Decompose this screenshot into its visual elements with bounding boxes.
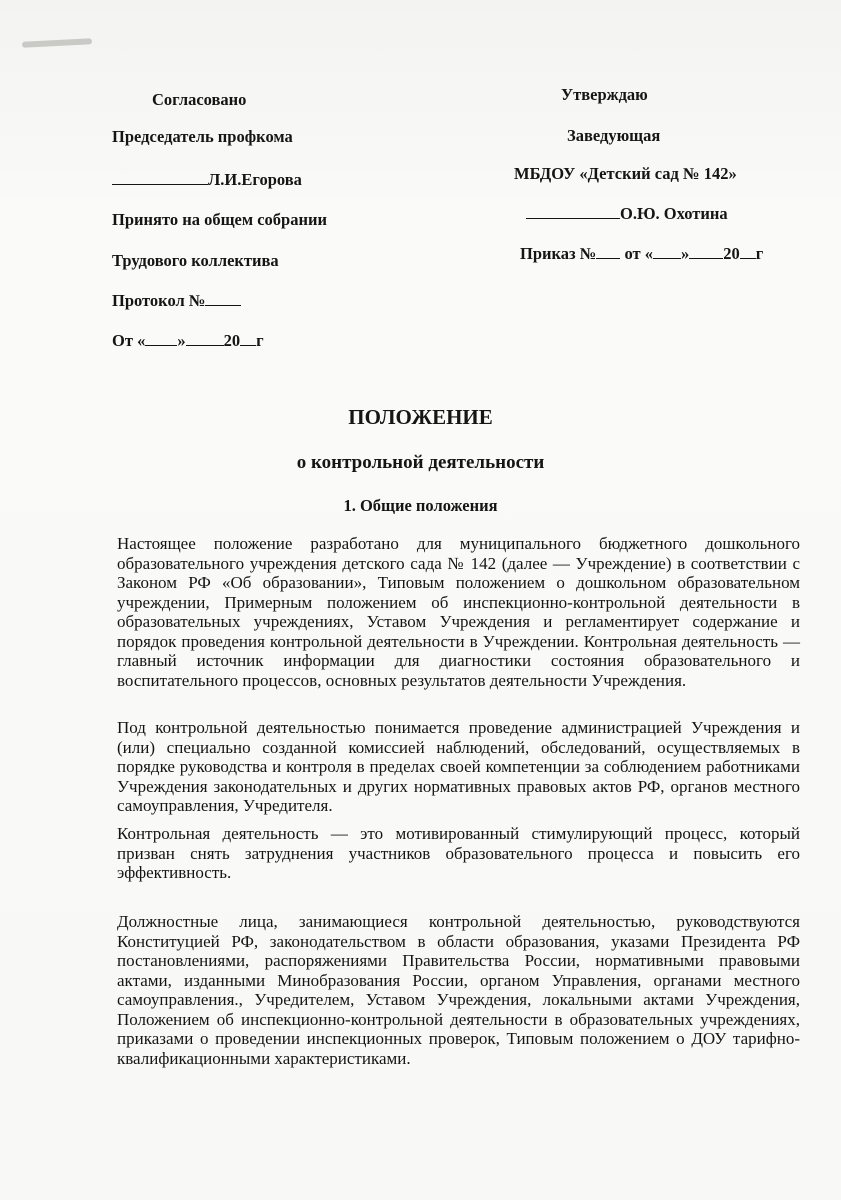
paragraph: Должностные лица, занимающиеся контрольной деятельностью, руководствуются Конституцией РФ, законодательством в области образования, указами Президента РФ постановлениями, распоряжениями Правительства России, нормативными правовыми актами, изданными Минобразования России, органом Управления, органами местного самоуправления., Учредителем, Уставом Учреждения, локальными актами Учреждения, Положением об инспекционно-контрольной деятельности в образовательных учреждениях, приказами о проведении инспекционных проверок, Типовым положением о ДОУ тарифно-квалификационными характеристиками. bbox=[117, 912, 800, 1068]
month-blank bbox=[689, 244, 723, 259]
head-signature-line bbox=[526, 204, 728, 224]
date-year: 20 bbox=[223, 331, 241, 350]
year-blank bbox=[240, 331, 256, 346]
order-number-blank bbox=[596, 244, 620, 259]
protocol-line bbox=[112, 291, 241, 311]
protocol-blank bbox=[205, 291, 241, 306]
chairman-title: Председатель профкома bbox=[112, 127, 293, 146]
order-prefix: Приказ № bbox=[520, 244, 597, 263]
month-blank bbox=[186, 331, 224, 346]
paragraph: Настоящее положение разработано для муниципального бюджетного дошкольного образовательного учреждения детского сада № 142 (далее — Учреждение) в соответствии с Законом РФ «Об образовании», Типовым положением о дошкольном образовательном учреждении, Примерным положением об инспекционно-контрольной деятельности в образовательных учреждениях, Уставом Учреждения и регламентирует содержание и порядок проведения контрольной деятельности в Учреждении. Контрольная деятельность — главный источник информации для диагностики состояния образовательного и воспитательного процессов, основных результатов деятельности Учреждения. bbox=[117, 534, 800, 690]
organization-name: МБДОУ «Детский сад № 142» bbox=[514, 164, 737, 183]
approve-label: Утверждаю bbox=[561, 85, 648, 104]
document-subtitle: о контрольной деятельности bbox=[296, 452, 545, 473]
agreed-label: Согласовано bbox=[152, 90, 247, 109]
chairman-name: Л.И.Егорова bbox=[208, 170, 302, 189]
section-heading: 1. Общие положения bbox=[343, 496, 498, 515]
date-mid: » bbox=[177, 331, 186, 350]
order-mid: » bbox=[681, 244, 690, 263]
head-title: Заведующая bbox=[567, 126, 661, 145]
date-suffix: г bbox=[256, 331, 264, 350]
protocol-date-line bbox=[112, 331, 264, 351]
day-blank bbox=[145, 331, 177, 346]
order-line bbox=[520, 244, 763, 264]
protocol-label: Протокол № bbox=[112, 291, 206, 310]
year-blank bbox=[740, 244, 756, 259]
collective-line: Трудового коллектива bbox=[112, 251, 279, 270]
date-prefix: От « bbox=[112, 331, 146, 350]
paragraph: Контрольная деятельность — это мотивированный стимулирующий процесс, который призван снять затруднения участников образовательного процесса и повысить его эффективность. bbox=[117, 824, 800, 882]
head-name: О.Ю. Охотина bbox=[620, 204, 728, 223]
order-suffix: г bbox=[755, 244, 764, 263]
chairman-signature-line bbox=[112, 170, 302, 190]
scan-smudge bbox=[22, 38, 92, 48]
order-year: 20 bbox=[723, 244, 740, 263]
signature-blank bbox=[112, 170, 208, 185]
paragraph: Под контрольной деятельностью понимается проведение администрацией Учреждения и (или) специально созданной комиссией наблюдений, обследований, осуществляемых в порядке руководства и контроля в пределах своей компетенции за соблюдением работниками Учреждения законодательных и других нормативных правовых актов РФ, органов местного самоуправления, Учредителя. bbox=[117, 718, 800, 815]
day-blank bbox=[653, 244, 681, 259]
signature-blank bbox=[526, 204, 620, 219]
document-title: ПОЛОЖЕНИЕ bbox=[348, 405, 493, 429]
order-from: от « bbox=[624, 244, 654, 263]
adopted-line: Принято на общем собрании bbox=[112, 210, 327, 229]
